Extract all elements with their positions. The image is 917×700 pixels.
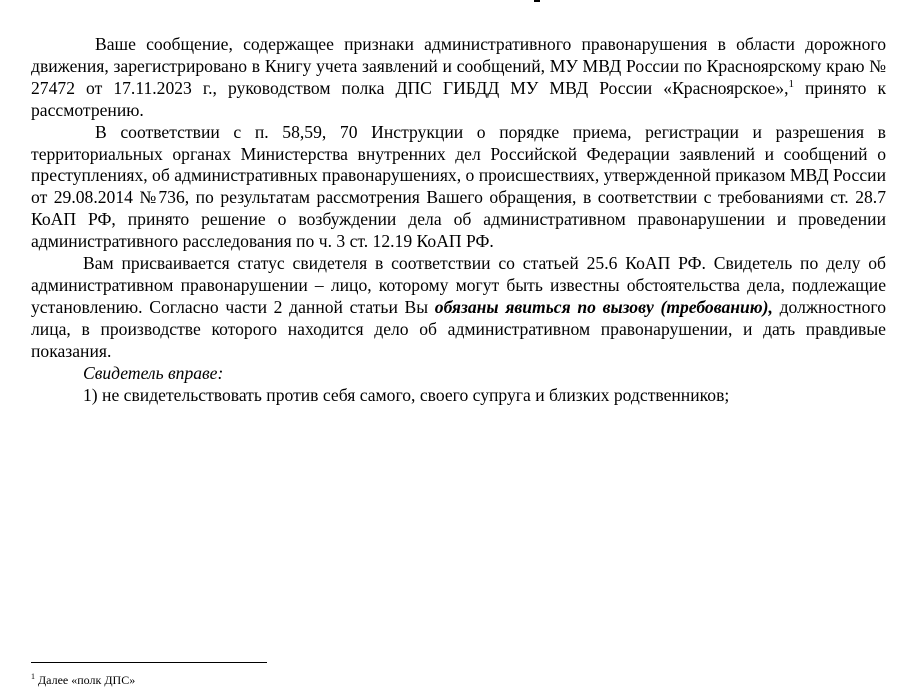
witness-right-item-1 xyxy=(31,385,886,407)
paragraph-registration-text-end: принято к рассмотрению. xyxy=(31,77,887,120)
footnote xyxy=(31,673,135,687)
footnote-reference: 1 xyxy=(788,77,794,90)
document-body xyxy=(31,34,886,406)
paragraph-decision-text: В соответствии с п. 58,59, 70 Инструкции о порядке приема, регистрации и разрешения в территориальных органах Министерства внутренних дел Российской Федерации заявлений и сообщений о преступлениях, об административных правонарушениях, о происшествиях, утвержденной приказом МВД России от 29.08.2014 №736, по результатам рассмотрения Вашего обращения, в соответствии с требованиями ст. 28.7 КоАП РФ, принято решение о возбуждении дела об административном правонарушении и проведении административного расследования по ч. 3 ст. 12.19 КоАП РФ. xyxy=(31,121,886,252)
footnote-divider xyxy=(31,662,267,663)
witness-rights-heading-text: Свидетель вправе: xyxy=(83,362,224,383)
witness-rights-heading xyxy=(31,363,886,385)
paragraph-witness-status xyxy=(31,253,886,363)
cropped-text-fragment xyxy=(532,0,572,3)
paragraph-witness-status-text-end: должностного лица, в производстве которого находится дело об административном правонарушении, и дать правдивые показания. xyxy=(31,296,886,361)
obligation-emphasis: обязаны явиться по вызову (требованию), xyxy=(434,296,773,317)
paragraph-decision xyxy=(31,122,886,253)
footnote-text: Далее «полк ДПС» xyxy=(35,673,136,687)
witness-right-item-1-text: 1) не свидетельствовать против себя самого, своего супруга и близких родственников; xyxy=(83,384,730,405)
paragraph-registration-text: Ваше сообщение, содержащее признаки административного правонарушения в области дорожного движения, зарегистрировано в Книгу учета заявлений и сообщений, МУ МВД России по Красноярскому краю № 27472 от 17.11.2023 г., руководством полка ДПС ГИБДД МУ МВД России «Красноярское», xyxy=(31,34,886,98)
footnote-marker: 1 xyxy=(31,672,35,681)
paragraph-witness-status-text: Вам присваивается статус свидетеля в соответствии со статьей 25.6 КоАП РФ. Свидетель по делу об административном правонарушении – лицо, которому могут быть известны обстоятельства дела, подлежащие установлению. Согласно части 2 данной статьи Вы xyxy=(31,253,886,317)
paragraph-registration xyxy=(31,34,886,122)
